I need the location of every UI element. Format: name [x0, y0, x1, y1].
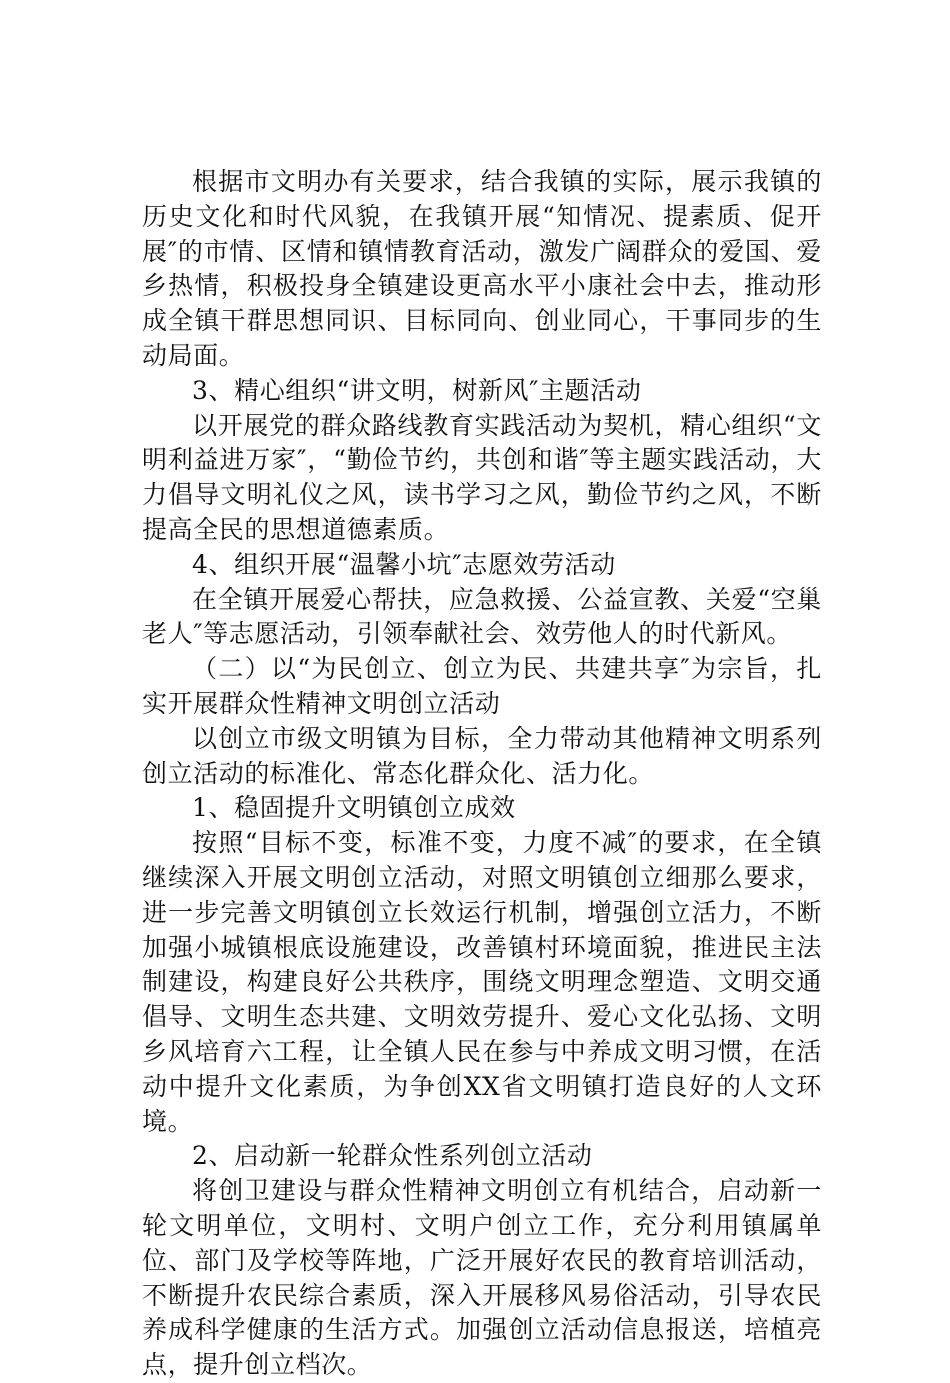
heading-consolidate-results: 1、稳固提升文明镇创立成效 [192, 793, 516, 823]
paragraph-consolidate-details: 按照“目标不变，标准不变，力度不减″的要求，在全镇继续深入开展文明创立活动，对照文明镇创立细那么要求，进一步完善文明镇创立长效运行机制，增强创立活力，不断加强小城镇根底设施建设，改善镇村环境面貌，推进民主法制建设，构建良好公共秩序，围绕文明理念塑造、文明交通倡导、文明生态共建、文明效劳提升、爱心文化弘扬、文明乡风培育六工程，让全镇人民在参与中养成文明习惯，在活动中提升文化素质，为争创XX省文明镇打造良好的人文环境。 [142, 828, 822, 1136]
heading-volunteer-service: 4、组织开展“温馨小坑″志愿效劳活动 [192, 549, 616, 579]
heading-civilization-theme: 3、精心组织“讲文明，树新风″主题活动 [192, 375, 642, 405]
paragraph-new-round-details: 将创卫建设与群众性精神文明创立有机结合，启动新一轮文明单位，文明村、文明户创立工作，充分利用镇属单位、部门及学校等阵地，广泛开展好农民的教育培训活动，不断提升农民综合素质，深入开展移风易俗活动，引导农民养成科学健康的生活方式。加强创立活动信息报送，培植亮点，提升创立档次。 [142, 1176, 822, 1380]
document-body [142, 165, 822, 1383]
paragraph-volunteer-activities: 在全镇开展爱心帮扶，应急救援、公益宣教、关爱“空巢老人″等志愿活动，引领奉献社会、效劳他人的时代新风。 [142, 584, 822, 649]
paragraph-education-activities: 根据市文明办有关要求，结合我镇的实际，展示我镇的历史文化和时代风貌，在我镇开展“知情况、提素质、促开展″的市情、区情和镇情教育活动，激发广阔群众的爱国、爱乡热情，积极投身全镇建设更高水平小康社会中去，推动形成全镇干群思想同识、目标同向、创业同心，干事同步的生动局面。 [142, 167, 822, 370]
paragraph-city-civilized-town: 以创立市级文明镇为目标，全力带动其他精神文明系列创立活动的标准化、常态化群众化、活力化。 [142, 723, 822, 788]
heading-new-round-activities: 2、启动新一轮群众性系列创立活动 [192, 1141, 593, 1171]
paragraph-practice-activities: 以开展党的群众路线教育实践活动为契机，精心组织“文明利益进万家″，“勤俭节约，共创和谐″等主题实践活动，大力倡导文明礼仪之风，读书学习之风，勤俭节约之风，不断提高全民的思想道德素质。 [142, 410, 822, 544]
heading-section-two: （二）以“为民创立、创立为民、共建共享″为宗旨，扎实开展群众性精神文明创立活动 [142, 654, 822, 718]
